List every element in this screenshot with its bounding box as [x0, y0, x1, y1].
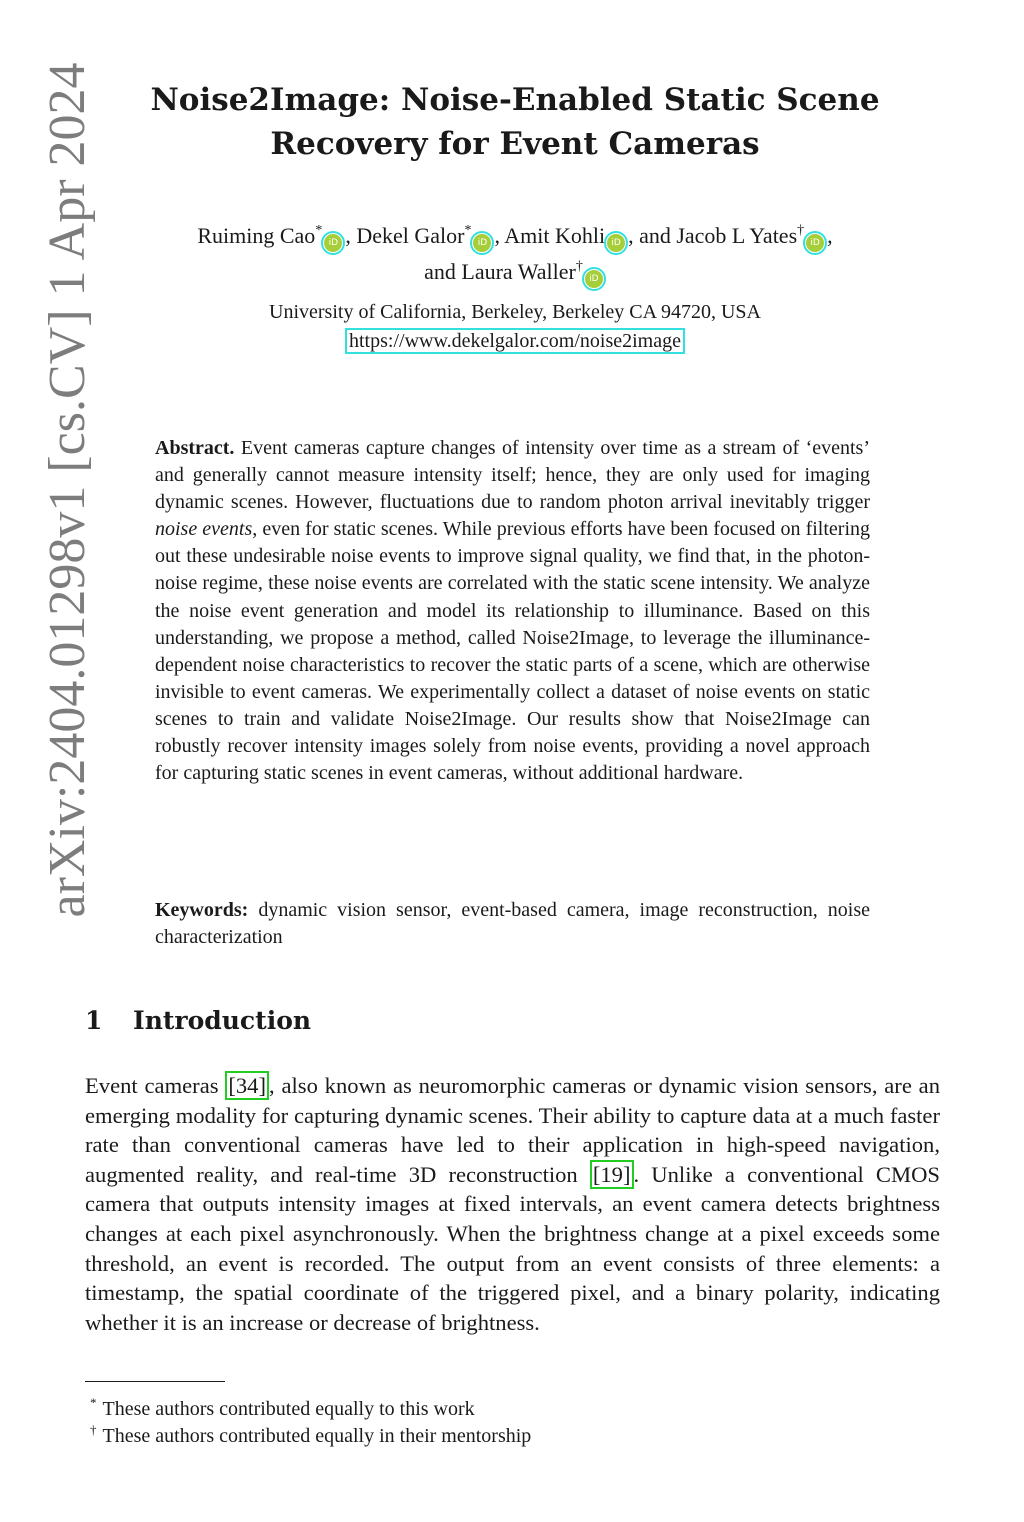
orcid-icon[interactable]: iD	[585, 270, 603, 288]
keywords	[155, 897, 870, 951]
orcid-icon[interactable]: iD	[473, 234, 491, 252]
author-separator: ,	[345, 223, 357, 248]
abstract-text-2: , even for static scenes. While previous efforts have been focused on filtering out these undesirable noise events to improve signal quality, we find that, in the photon-noise regime, these noise events are correlated with the static scene intensity. We analyze the noise event generation and model its relationship to illuminance. Based on this understanding, we propose a method, called Noise2Image, to leverage the illuminance-dependent noise characteristics to recover the static parts of a scene, which are otherwise invisible to event cameras. We experimentally collect a dataset of noise events on static scenes to train and validate Noise2Image. Our results show that Noise2Image can robustly recover intensity images solely from noise events, providing a novel approach for capturing static scenes in event cameras, without additional hardware.	[155, 518, 871, 785]
intro-text-1: Event cameras	[85, 1073, 219, 1098]
author-joiner: and	[424, 259, 456, 284]
section-title: Introduction	[133, 1006, 312, 1035]
keywords-label: Keywords:	[155, 899, 249, 921]
author-mark: †	[575, 259, 583, 274]
author-mark: †	[797, 223, 805, 238]
project-url-link[interactable]: https://www.dekelgalor.com/noise2image	[345, 328, 685, 354]
author-name: Jacob L Yates	[676, 223, 798, 248]
paper-title: Noise2Image: Noise-Enabled Static Scene Recovery for Event Cameras	[150, 82, 880, 162]
author-separator: , and	[628, 223, 677, 248]
citation-link[interactable]: [34]	[225, 1071, 269, 1100]
author-name: Laura Waller	[461, 259, 576, 284]
footnote-mark: †	[90, 1422, 97, 1437]
orcid-icon[interactable]: iD	[806, 234, 824, 252]
section-heading	[85, 1003, 311, 1039]
abstract-italic: noise events	[155, 518, 253, 541]
author-separator: ,	[494, 223, 505, 248]
intro-text-3: . Unlike a conventional CMOS camera that outputs intensity images at fixed intervals, an event camera detects brightness changes at each pixel asynchronously. When the brightness change at a pixel exceeds some threshold, an event is recorded. The output from an event consists of three elements: a timestamp, the spatial coordinate of the triggered pixel, and a binary polarity, indicating whether it is an increase or decrease of brightness.	[85, 1161, 940, 1335]
author-mark: *	[464, 223, 472, 238]
footnote-mark: *	[90, 1395, 97, 1410]
intro-paragraph	[85, 1071, 940, 1337]
orcid-icon[interactable]: iD	[324, 234, 342, 252]
abstract-label: Abstract.	[155, 437, 235, 459]
orcid-icon[interactable]: iD	[607, 234, 625, 252]
keywords-text: dynamic vision sensor, event-based camera, image reconstruction, noise characterization	[155, 899, 870, 948]
abstract-text-1: Event cameras capture changes of intensity over time as a stream of ‘events’ and generally cannot measure intensity itself; hence, they are only used for imaging dynamic scenes. However, fluctuations due to random photon arrival inevitably trigger	[155, 437, 870, 514]
section-number: 1	[85, 1006, 103, 1035]
footnote-text: These authors contributed equally in their mentorship	[102, 1425, 532, 1447]
author-list	[100, 216, 930, 288]
footnote-rule	[85, 1381, 225, 1382]
footnote	[90, 1417, 890, 1449]
affiliation-block	[100, 298, 930, 356]
arxiv-stamp: arXiv:2404.01298v1 [cs.CV] 1 Apr 2024	[39, 62, 96, 918]
author-name: Amit Kohli	[504, 223, 606, 248]
author-name: Dekel Galor	[356, 223, 465, 248]
author-mark: *	[315, 223, 323, 238]
author-separator: ,	[827, 223, 833, 248]
affiliation: University of California, Berkeley, Berkeley CA 94720, USA	[269, 301, 761, 323]
citation-link[interactable]: [19]	[590, 1160, 634, 1189]
abstract	[155, 435, 870, 787]
intro-text-2: , also known as neuromorphic cameras or dynamic vision sensors, are an emerging modality for capturing dynamic scenes. Their ability to capture data at a much faster rate than conventional cameras have led to their application in high-speed navigation, augmented reality, and real-time 3D reconstruction	[85, 1073, 941, 1187]
author-name: Ruiming Cao	[197, 223, 316, 248]
footnote-text: These authors contributed equally to this work	[102, 1398, 475, 1420]
